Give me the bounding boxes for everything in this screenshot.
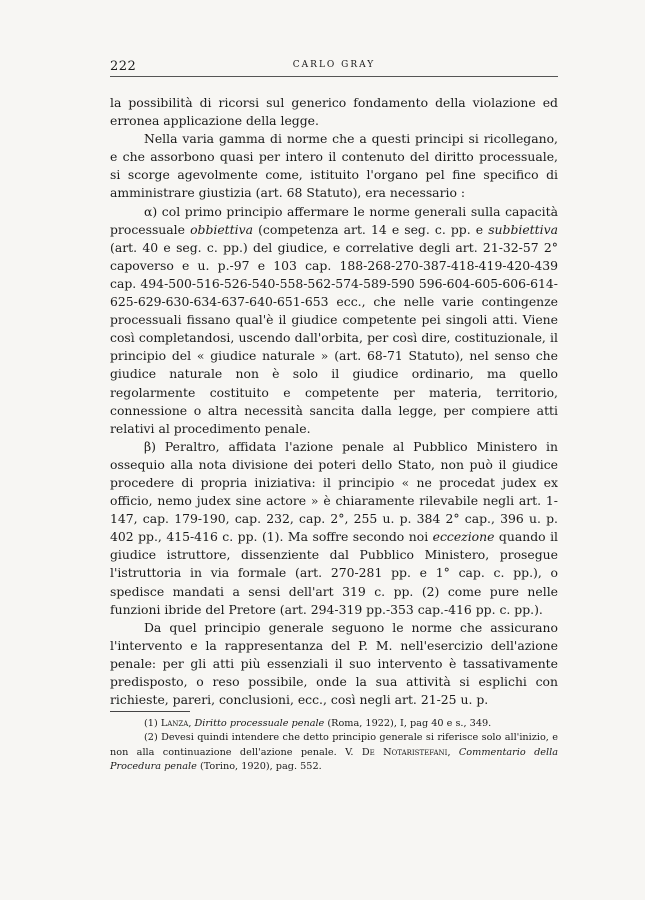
text-span: β) Peraltro, affidata l'azione penale al Pubblico Ministero in ossequio alla nota divisione dei poteri dello Stato, non può il giudice procedere di propria iniziativa: il principio « ne procedat judex ex officio, nemo judex sine actore » è chiaramente rilevabile negli art. 1-147, cap. 179-190, cap. 232, cap. 2°, 255 u. p. 384 2° cap., 396 u. p. 402 pp., 415-416 c. pp. (1). Ma soffre secondo noi	[110, 438, 558, 545]
footnotes	[110, 717, 558, 774]
page-header	[110, 58, 558, 77]
footnote	[110, 731, 558, 774]
italic-text: eccezione	[432, 529, 495, 545]
paragraph	[110, 438, 558, 619]
author-name: De Notaristefani	[361, 746, 448, 758]
text-span: (Torino, 1920), pag. 552.	[196, 760, 322, 772]
italic-text: Commentario della Procedura penale	[110, 746, 558, 772]
text-span: Da quel principio generale seguono le norme che assicurano l'intervento e la rappresentanza del P. M. nell'esercizio dell'azione penale: per gli atti più essenziali il suo intervento è tassativamente predisposto, o reso possibile, onde la sua attività si esplichi con richieste, pareri, conclusioni, ecc., così negli art. 21-25 u. p.	[110, 619, 558, 708]
paragraph	[110, 130, 558, 202]
text-span: (art. 40 e seg. c. pp.) del giudice, e correlative degli art. 21-32-57 2° capoverso e u. p.-97 e 103 cap. 188-268-270-387-418-419-420-439 cap. 494-500-516-526-540-558-562-574-589-590 596-604-605-606-614-625-629-630-634-637-640-651-653 ecc., che nelle varie contingenze processuali fissano qual'è il giudice competente pei singoli atti. Viene così completandosi, uscendo dall'orbita, per così dire, costituzionale, il principio del « giudice naturale » (art. 68-71 Statuto), nel senso che giudice naturale non è solo il giudice ordinario, ma quello regolarmente costituito e competente per materia, territorio, connessione o altra necessità sancita dalla legge, per compiere atti relativi al procedimento penale.	[110, 239, 558, 436]
footnote-separator	[110, 711, 190, 712]
italic-text: Diritto processuale penale	[194, 718, 325, 729]
footnote	[110, 717, 558, 731]
text-span: α) col primo principio affermare le norme generali sulla capacità processuale	[110, 203, 558, 237]
text-span: ,	[188, 718, 195, 729]
text-span: ,	[447, 746, 459, 758]
text-span: la possibilità di ricorsi sul generico fondamento della violazione ed erronea applicazione della legge.	[110, 95, 558, 129]
text-span: (2) Devesi quindi intendere che detto principio generale si riferisce solo all'inizio, e non alla continuazione dell'azione penale. V.	[110, 732, 558, 758]
paragraph	[110, 203, 558, 438]
italic-text: subbiettiva	[488, 221, 558, 237]
text-span: (1)	[144, 718, 161, 729]
body-text	[110, 94, 558, 709]
text-span: (competenza art. 14 e seg. c. pp. e	[253, 221, 489, 237]
running-title: CARLO GRAY	[292, 60, 376, 70]
text-span: Nella varia gamma di norme che a questi principi si ricollegano, e che assorbono quasi per intero il contenuto del diritto processuale, si scorge agevolmente come, istituito l'organo pel fine specifico di amministrare giustizia (art. 68 Statuto), era necessario :	[110, 131, 558, 201]
paragraph	[110, 619, 558, 709]
text-span: (Roma, 1922), I, pag 40 e s., 349.	[324, 718, 492, 729]
author-name: Lanza	[160, 718, 189, 729]
paragraph	[110, 94, 558, 130]
italic-text: obbiettiva	[190, 221, 253, 237]
text-span: quando il giudice istruttore, dissenziente dal Pubblico Ministero, prosegue l'istruttoria in via formale (art. 270-281 pp. e 1° cap. c. pp.), o spedisce mandati a sensi dell'art 319 c. pp. (2) come pure nelle funzioni ibride del Pretore (art. 294-319 pp.-353 cap.-416 pp. c. pp.).	[110, 529, 559, 617]
page-number: 222	[110, 59, 137, 74]
